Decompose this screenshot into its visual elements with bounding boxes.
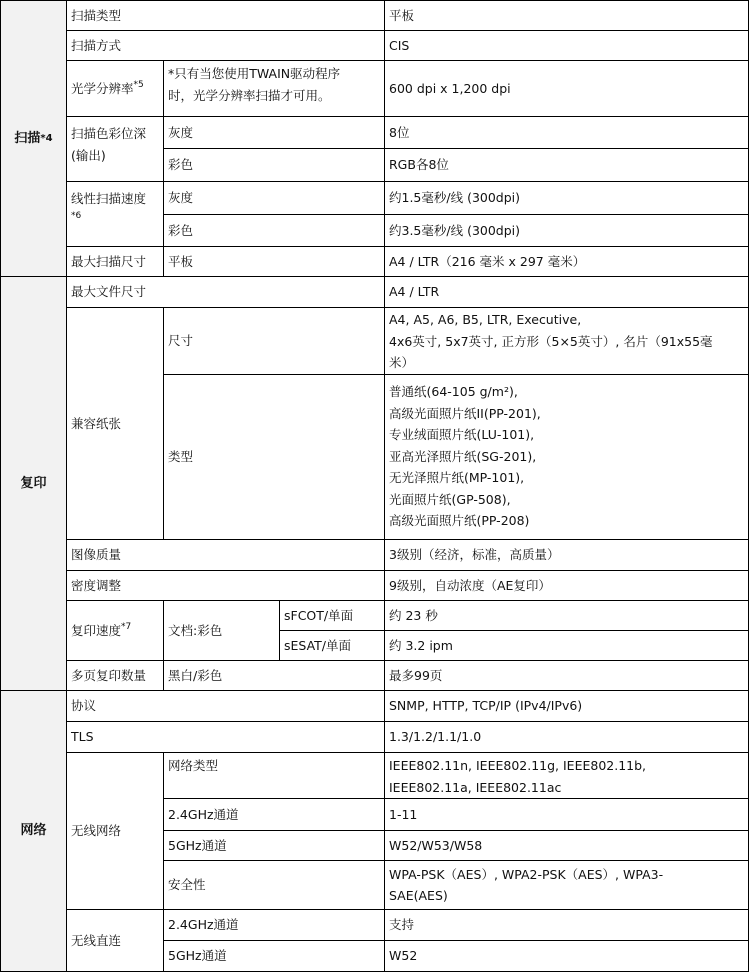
scan-resolution-value-cell [385,61,749,117]
scan-maxsize-sub: 平板 [168,253,194,269]
scan-depth-color-label: 彩色 [168,157,194,173]
net-nettype-label: 网络类型 [168,758,219,773]
copy-speed-note: *7 [121,621,132,632]
scan-method-label-cell [67,31,385,61]
net-nettype-value-cell [385,753,749,799]
section-scan-label: 扫描 [14,130,41,146]
scan-speed-color-value-cell [385,215,749,247]
section-scan: 扫描 *4 [0,0,67,277]
scan-maxsize-label: 最大扫描尺寸 [71,253,147,269]
section-network-label: 网络 [20,823,47,839]
scan-speed-label-cell [67,182,164,247]
copy-paper-type-value-cell [385,375,749,540]
copy-paper-size-line2: 4x6英寸, 5x7英寸, 正方形（5×5英寸）, 名片（91x55毫 [389,333,713,349]
scan-resolution-footnote-line1: *只有当您使用TWAIN驱动程序 [168,66,341,81]
net-security-label-cell [164,861,385,910]
scan-type-value-cell [385,0,749,31]
scan-speed-gray-label-cell [164,182,385,215]
copy-density-label: 密度调整 [71,577,122,593]
scan-depth-gray-value: 8位 [389,124,410,140]
copy-quality-label: 图像质量 [71,547,122,563]
net-ch24-value: 1-11 [389,806,418,822]
net-direct-ch5-value: W52 [389,948,418,964]
copy-sesat-label-cell [280,631,385,661]
scan-speed-gray-value-cell [385,182,749,215]
copy-sesat-value: 约 3.2 ipm [389,637,453,653]
net-ch5-value-cell [385,831,749,861]
copy-speed-doc-cell [164,601,280,661]
scan-maxsize-sub-cell [164,247,385,277]
copy-multi-sub-cell [164,661,385,691]
scan-speed-color-label: 彩色 [168,222,194,238]
net-nettype-line1: IEEE802.11n, IEEE802.11g, IEEE802.11b, [389,758,647,773]
copy-multi-sub: 黑白/彩色 [168,667,223,683]
copy-paper-type-line: 光面照片纸(GP-508), [389,491,511,507]
copy-paper-size-line3: 米） [389,355,415,370]
net-wireless-label-cell [67,753,164,910]
copy-paper-type-line: 高级光面照片纸(PP-208) [389,513,530,528]
net-ch24-value-cell [385,799,749,831]
copy-paper-type-line: 高级光面照片纸II(PP-201), [389,405,541,421]
copy-speed-label: 复印速度 [71,622,122,638]
copy-paper-type-line: 普通纸(64-105 g/m²), [389,384,518,399]
net-wireless-label: 无线网络 [71,823,122,839]
copy-paper-label-cell [67,308,164,540]
net-security-value-cell [385,861,749,910]
copy-sfcot-value-cell [385,601,749,631]
net-tls-label: TLS [71,729,94,745]
net-protocol-label-cell [67,691,385,722]
scan-depth-color-label-cell [164,149,385,182]
copy-paper-type-line: 亚高光泽照片纸(SG-201), [389,448,537,464]
copy-paper-type-label-cell [164,375,385,540]
scan-type-value: 平板 [389,7,415,23]
copy-quality-value-cell [385,540,749,571]
scan-speed-note: *6 [71,210,82,221]
net-ch5-label-cell [164,831,385,861]
net-ch24-label: 2.4GHz通道 [168,806,239,822]
net-direct-ch24-value-cell [385,910,749,941]
copy-multi-label-cell [67,661,164,691]
copy-speed-label-cell [67,601,164,661]
net-security-line2: SAE(AES) [389,888,448,903]
scan-depth-gray-value-cell [385,117,749,149]
scan-speed-gray-value: 约1.5毫秒/线 (300dpi) [389,190,521,206]
scan-method-label: 扫描方式 [71,37,122,53]
net-nettype-label-cell [164,753,385,799]
scan-resolution-label: 光学分辨率 [71,80,134,96]
scan-resolution-footnote-line2: 时，光学分辨率扫描才可用。 [168,87,331,103]
scan-depth-gray-label: 灰度 [168,124,194,140]
copy-sfcot-label: sFCOT/单面 [284,607,354,623]
net-direct-ch5-label: 5GHz通道 [168,948,227,964]
net-ch5-label: 5GHz通道 [168,837,227,853]
scan-type-label: 扫描类型 [71,7,122,23]
net-tls-value-cell [385,722,749,753]
copy-paper-size-value-cell [385,308,749,375]
net-tls-value: 1.3/1.2/1.1/1.0 [389,729,482,745]
net-ch24-label-cell [164,799,385,831]
net-nettype-line2: IEEE802.11a, IEEE802.11ac [389,779,562,795]
copy-density-label-cell [67,571,385,601]
scan-resolution-note: *5 [133,79,144,90]
copy-multi-value-cell [385,661,749,691]
net-direct-ch24-label-cell [164,910,385,941]
copy-paper-size-line1: A4, A5, A6, B5, LTR, Executive, [389,312,582,327]
net-direct-label-cell [67,910,164,972]
copy-paper-size-label-cell [164,308,385,375]
copy-density-value-cell [385,571,749,601]
net-tls-label-cell [67,722,385,753]
copy-multi-label: 多页复印数量 [71,667,147,683]
scan-maxsize-label-cell [67,247,164,277]
net-direct-ch5-value-cell [385,941,749,972]
section-copy-label: 复印 [20,475,47,491]
net-direct-label: 无线直连 [71,932,122,948]
scan-resolution-value: 600 dpi x 1,200 dpi [389,80,511,96]
copy-maxdoc-value: A4 / LTR [389,284,440,300]
scan-maxsize-value: A4 / LTR（216 毫米 x 297 毫米） [389,253,586,269]
scan-method-value-cell [385,31,749,61]
copy-quality-value: 3级别（经济，标准，高质量） [389,547,560,563]
copy-paper-label: 兼容纸张 [71,415,122,431]
scan-maxsize-value-cell [385,247,749,277]
copy-paper-type-line: 专业绒面照片纸(LU-101), [389,427,535,442]
scan-resolution-footnote-cell [164,61,385,117]
scan-depth-color-value-cell [385,149,749,182]
section-copy [0,277,67,691]
copy-paper-size-label: 尺寸 [168,333,194,349]
copy-sfcot-label-cell [280,601,385,631]
scan-depth-label-line2: (输出) [71,147,106,163]
net-direct-ch24-value: 支持 [389,917,415,933]
scan-speed-color-value: 约3.5毫秒/线 (300dpi) [389,222,521,238]
scan-speed-gray-label: 灰度 [168,190,194,206]
copy-sesat-value-cell [385,631,749,661]
copy-sfcot-value: 约 23 秒 [389,607,438,623]
scan-resolution-label-cell [67,61,164,117]
copy-speed-doc-label: 文档:彩色 [168,622,223,638]
scan-type-label-cell [67,0,385,31]
copy-maxdoc-label: 最大文件尺寸 [71,284,147,300]
net-protocol-value: SNMP, HTTP, TCP/IP (IPv4/IPv6) [389,698,583,714]
section-network [0,691,67,972]
scan-method-value: CIS [389,37,410,53]
scan-depth-gray-label-cell [164,117,385,149]
net-ch5-value: W52/W53/W58 [389,837,483,853]
scan-depth-label-line1: 扫描色彩位深 [71,126,147,141]
copy-maxdoc-label-cell [67,277,385,308]
scan-speed-color-label-cell [164,215,385,247]
copy-quality-label-cell [67,540,385,571]
scan-speed-label: 线性扫描速度 [71,191,147,206]
copy-paper-type-line: 无光泽照片纸(MP-101), [389,470,525,485]
net-direct-ch5-label-cell [164,941,385,972]
net-security-label: 安全性 [168,877,206,893]
net-protocol-value-cell [385,691,749,722]
copy-density-value: 9级别，自动浓度（AE复印） [389,577,551,593]
copy-maxdoc-value-cell [385,277,749,308]
net-security-line1: WPA-PSK（AES）, WPA2-PSK（AES）, WPA3- [389,866,664,882]
scan-depth-color-value: RGB各8位 [389,157,449,173]
copy-paper-type-label: 类型 [168,449,194,465]
net-protocol-label: 协议 [71,698,97,714]
copy-sesat-label: sESAT/单面 [284,637,352,653]
net-direct-ch24-label: 2.4GHz通道 [168,917,239,933]
copy-multi-value: 最多99页 [389,667,443,683]
scan-depth-label-cell [67,117,164,182]
